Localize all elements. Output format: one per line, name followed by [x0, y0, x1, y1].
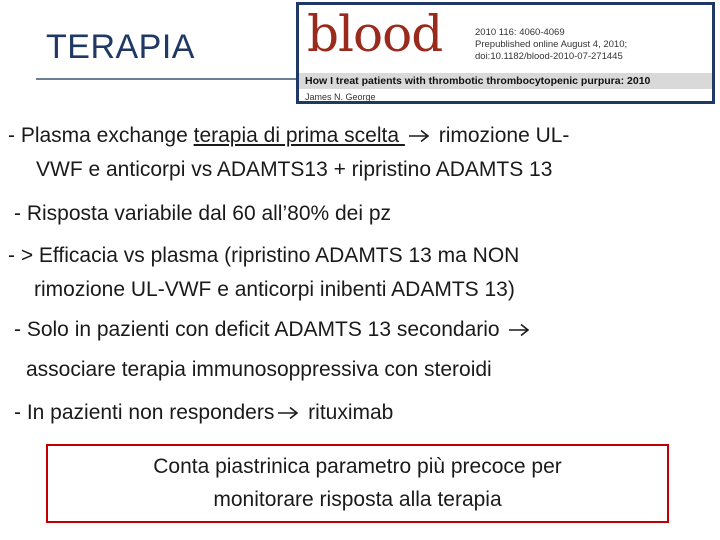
right-arrow-icon [508, 323, 530, 337]
citation-meta-line: doi:10.1182/blood-2010-07-271445 [475, 51, 623, 62]
right-arrow-icon [277, 406, 299, 420]
bullet-text: rituximab [302, 401, 394, 424]
bullet-text: rimozione UL- [432, 124, 570, 147]
page-title: TERAPIA [46, 28, 195, 66]
bullet-underlined-text: terapia di prima scelta [193, 124, 405, 147]
bullet-non-responders [14, 401, 393, 425]
citation-card [296, 2, 715, 104]
bullet-text: - Solo in pazienti con deficit ADAMTS 13 secondario [14, 318, 506, 341]
bullet-continuation: rimozione UL-VWF e anticorpi inibenti ADAMTS 13) [34, 278, 515, 301]
bullet-plasma-exchange [8, 124, 569, 148]
article-title: How I treat patients with thrombotic thrombocytopenic purpura: 2010 [305, 75, 651, 87]
citation-meta [475, 27, 627, 63]
highlight-line: Conta piastrinica parametro più precoce per [153, 455, 562, 478]
bullet-text: - In pazienti non responders [14, 401, 275, 424]
citation-meta-line: Prepublished online August 4, 2010; [475, 39, 628, 50]
citation-meta-line: 2010 116: 4060-4069 [475, 27, 565, 38]
journal-logo: blood [307, 5, 443, 63]
highlight-box [46, 444, 669, 523]
bullet-deficit [14, 318, 533, 342]
bullet-text: - Plasma exchange [8, 124, 194, 147]
bullet-response: - Risposta variabile dal 60 all’80% dei pz [14, 202, 392, 225]
bullet-continuation: associare terapia immunosoppressiva con steroidi [26, 358, 492, 381]
right-arrow-icon [408, 129, 430, 143]
highlight-line: monitorare risposta alla terapia [213, 488, 502, 511]
bullet-continuation: VWF e anticorpi vs ADAMTS13 + ripristino ADAMTS 13 [36, 158, 553, 181]
article-author: James N. George [305, 92, 376, 102]
bullet-efficacy: - > Efficacia vs plasma (ripristino ADAMTS 13 ma NON [8, 244, 520, 267]
title-divider [36, 78, 298, 80]
